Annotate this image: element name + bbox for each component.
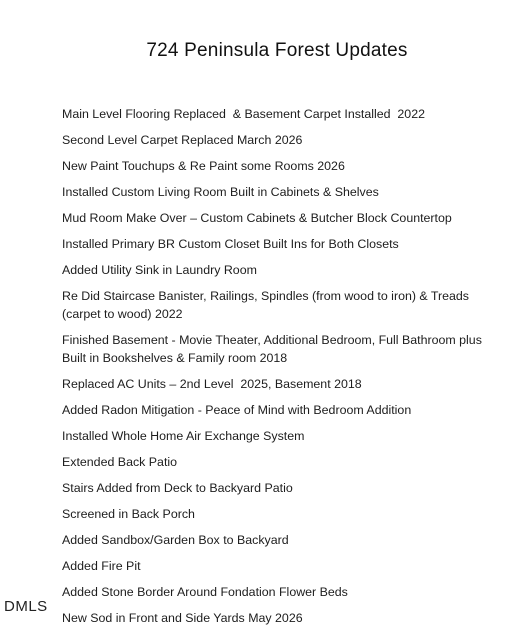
list-item: Added Sandbox/Garden Box to Backyard (62, 533, 289, 547)
list-item: Added Fire Pit (62, 559, 141, 573)
list-item: Added Stone Border Around Fondation Flower Beds (62, 585, 348, 599)
list-item: Installed Primary BR Custom Closet Built Ins for Both Closets (62, 237, 399, 251)
list-item: Extended Back Patio (62, 455, 178, 469)
list-item: Stairs Added from Deck to Backyard Patio (62, 481, 293, 495)
list-item: Main Level Flooring Replaced & Basement Carpet Installed 2022 (62, 107, 425, 121)
list-item: Finished Basement - Movie Theater, Additional Bedroom, Full Bathroom plus Built in Bookshelves & Family room 2018 (62, 333, 486, 365)
list-item: New Sod in Front and Side Yards May 2026 (62, 611, 303, 625)
list-item: Second Level Carpet Replaced March 2026 (62, 133, 303, 147)
list-item: Added Utility Sink in Laundry Room (62, 263, 257, 277)
list-item: Re Did Staircase Banister, Railings, Spindles (from wood to iron) & Treads (carpet to wood) 2022 (62, 289, 473, 321)
list-item: Replaced AC Units – 2nd Level 2025, Basement 2018 (62, 377, 362, 391)
list-item: Mud Room Make Over – Custom Cabinets & Butcher Block Countertop (62, 211, 452, 225)
mls-watermark: DMLS (4, 598, 48, 615)
list-item: Installed Custom Living Room Built in Cabinets & Shelves (62, 185, 379, 199)
list-item: Added Radon Mitigation - Peace of Mind with Bedroom Addition (62, 403, 412, 417)
list-item: Screened in Back Porch (62, 507, 195, 521)
page-title: 724 Peninsula Forest Updates (146, 40, 408, 61)
list-item: Installed Whole Home Air Exchange System (62, 429, 305, 443)
list-item: New Paint Touchups & Re Paint some Rooms 2026 (62, 159, 345, 173)
updates-list (62, 105, 492, 635)
